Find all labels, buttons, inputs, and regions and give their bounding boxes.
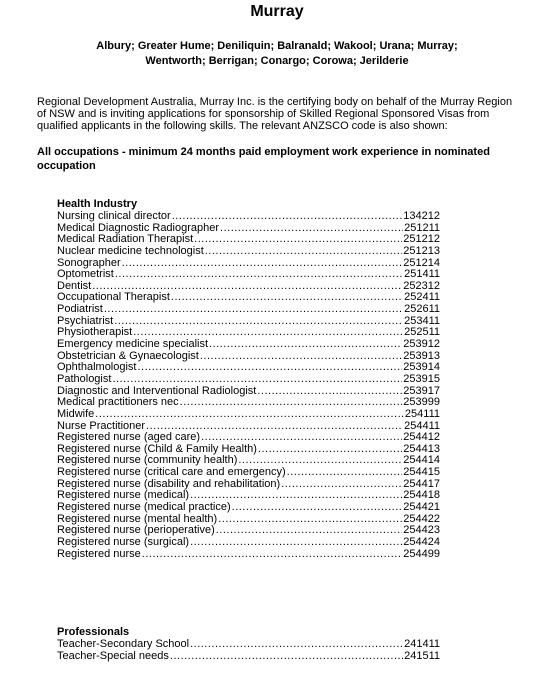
occupation-name: Registered nurse (Child & Family Health)	[57, 442, 257, 455]
anzsco-code: 253999	[403, 396, 440, 409]
occupation-name: Midwife	[57, 407, 95, 420]
dot-leader	[194, 234, 402, 246]
anzsco-code: 241511	[404, 649, 440, 662]
dot-leader	[104, 304, 403, 316]
occupation-name: Registered nurse (community health)	[57, 454, 238, 467]
anzsco-code: 251212	[403, 233, 440, 246]
occupation-name: Registered nurse (mental health)	[57, 512, 218, 525]
dot-leader	[172, 211, 403, 223]
occupation-name: Dentist	[57, 279, 92, 292]
occupation-name: Optometrist	[57, 268, 114, 281]
anzsco-code: 241411	[404, 638, 440, 650]
section-heading: Professionals	[57, 626, 130, 638]
dot-leader	[220, 223, 403, 235]
occupation-name: Nurse Practitioner	[57, 419, 146, 432]
dot-leader	[170, 651, 403, 663]
occupation-row	[57, 374, 440, 386]
requirement-line: occupation	[37, 159, 96, 172]
anzsco-code: 253914	[403, 361, 440, 374]
dot-leader	[171, 292, 403, 304]
dot-leader	[138, 362, 403, 374]
dot-leader	[209, 339, 402, 351]
section-heading: Health Industry	[57, 198, 138, 210]
occupation-name: Psychiatrist	[57, 314, 114, 327]
dot-leader	[216, 525, 403, 537]
dot-leader	[281, 479, 402, 491]
occupation-row	[57, 211, 440, 223]
occupation-row	[57, 502, 440, 514]
occupation-row	[57, 549, 440, 561]
occupation-name: Obstetrician & Gynaecologist	[57, 349, 199, 362]
anzsco-code: 252611	[404, 303, 440, 316]
occupation-name: Nursing clinical director	[57, 210, 171, 222]
professionals-section	[57, 626, 447, 662]
anzsco-code: 254111	[404, 407, 440, 420]
occupation-row	[57, 339, 440, 351]
anzsco-code: 254421	[403, 501, 440, 514]
anzsco-code: 252411	[404, 291, 440, 304]
occupation-name: Registered nurse (perioperative)	[57, 524, 215, 537]
anzsco-code: 251214	[403, 256, 440, 269]
occupation-name: Medical Diagnostic Radiographer	[57, 221, 220, 234]
occupation-name: Podiatrist	[57, 303, 103, 316]
dot-leader	[257, 386, 402, 398]
anzsco-code: 254418	[403, 489, 440, 502]
occupation-name: Ophthalmologist	[57, 361, 137, 374]
occupation-list	[57, 639, 447, 662]
anzsco-code: 251211	[404, 221, 440, 234]
occupation-name: Registered nurse (aged care)	[57, 431, 201, 444]
anzsco-code: 253913	[403, 349, 440, 362]
anzsco-code: 254411	[404, 419, 440, 432]
dot-leader	[180, 397, 403, 409]
occupation-name: Teacher-Secondary School	[57, 638, 190, 650]
anzsco-code: 254499	[403, 547, 440, 560]
occupation-name: Diagnostic and Interventional Radiologist	[57, 384, 257, 397]
dot-leader	[122, 258, 403, 270]
occupation-row	[57, 246, 440, 258]
occupation-row	[57, 362, 440, 374]
anzsco-code: 252312	[403, 279, 440, 292]
dot-leader	[112, 374, 402, 386]
occupation-row	[57, 304, 440, 316]
occupation-row	[57, 651, 440, 663]
dot-leader	[114, 316, 403, 328]
occupation-name: Pathologist	[57, 372, 112, 385]
anzsco-code: 253915	[403, 372, 440, 385]
dot-leader	[205, 246, 403, 258]
anzsco-code: 253912	[403, 338, 440, 351]
occupation-list	[57, 211, 447, 560]
intro-line: Regional Development Australia, Murray Inc. is the certifying body on behalf of the Murray Region	[37, 96, 513, 108]
health-industry-section	[57, 198, 447, 560]
anzsco-code: 254412	[403, 431, 440, 444]
occupation-name: Emergency medicine specialist	[57, 338, 209, 351]
occupation-name: Registered nurse (disability and rehabilitation)	[57, 477, 281, 490]
occupation-name: Physiotherapist	[57, 326, 133, 339]
dot-leader	[190, 537, 402, 549]
requirement-line: All occupations - minimum 24 months paid employment work experience in nominated	[37, 146, 490, 158]
occupation-name: Registered nurse (critical care and emergency)	[57, 466, 286, 479]
occupation-name: Medical Radiation Therapist	[57, 233, 194, 246]
region-areas-line: Albury; Greater Hume; Deniliquin; Balranald; Wakool; Urana; Murray;	[96, 40, 458, 52]
dot-leader	[258, 444, 402, 456]
occupation-name: Registered nurse (medical)	[57, 489, 190, 502]
occupation-name: Registered nurse	[57, 547, 141, 560]
occupation-name: Registered nurse (medical practice)	[57, 501, 231, 514]
dot-leader	[142, 549, 403, 561]
dot-leader	[115, 269, 403, 281]
dot-leader	[95, 409, 404, 421]
anzsco-code: 251411	[404, 268, 440, 281]
anzsco-code: 254424	[403, 535, 440, 548]
dot-leader	[190, 639, 403, 651]
occupation-row	[57, 467, 440, 479]
dot-leader	[232, 502, 403, 514]
page-title: Murray	[250, 3, 304, 20]
anzsco-code: 254422	[403, 512, 440, 525]
region-areas	[30, 39, 524, 69]
dot-leader	[287, 467, 403, 479]
occupation-row	[57, 537, 440, 549]
anzsco-code: 254423	[403, 524, 440, 537]
anzsco-code: 253917	[403, 384, 440, 397]
intro-paragraph	[37, 96, 537, 133]
intro-line: of NSW and is inviting applications for sponsorship of Skilled Regional Sponsored Visas from	[37, 108, 490, 121]
occupation-row	[57, 397, 440, 409]
intro-line: qualified applicants in the following skills. The relevant ANZSCO code is also shown:	[37, 120, 448, 133]
region-areas-line: Wentworth; Berrigan; Conargo; Corowa; Jerilderie	[145, 55, 409, 67]
occupation-name: Nuclear medicine technologist	[57, 244, 204, 257]
occupation-name: Occupational Therapist	[57, 291, 170, 304]
anzsco-code: 254414	[403, 454, 440, 467]
requirement-note	[37, 146, 537, 173]
occupation-name: Medical practitioners nec	[57, 396, 179, 409]
occupation-row	[57, 292, 440, 304]
anzsco-code: 254413	[403, 442, 440, 455]
anzsco-code: 134212	[403, 210, 440, 222]
anzsco-code: 254417	[403, 477, 440, 490]
occupation-row	[57, 409, 440, 421]
anzsco-code: 251213	[403, 244, 440, 257]
occupation-row	[57, 269, 440, 281]
occupation-name: Teacher-Special needs	[57, 649, 169, 662]
occupation-row	[57, 639, 440, 651]
anzsco-code: 252511	[404, 326, 440, 339]
occupation-name: Registered nurse (surgical)	[57, 535, 190, 548]
occupation-name: Sonographer	[57, 256, 121, 269]
anzsco-code: 254415	[403, 466, 440, 479]
dot-leader	[200, 351, 402, 363]
occupation-row	[57, 258, 440, 270]
dot-leader	[218, 514, 402, 526]
anzsco-code: 253411	[404, 314, 440, 327]
